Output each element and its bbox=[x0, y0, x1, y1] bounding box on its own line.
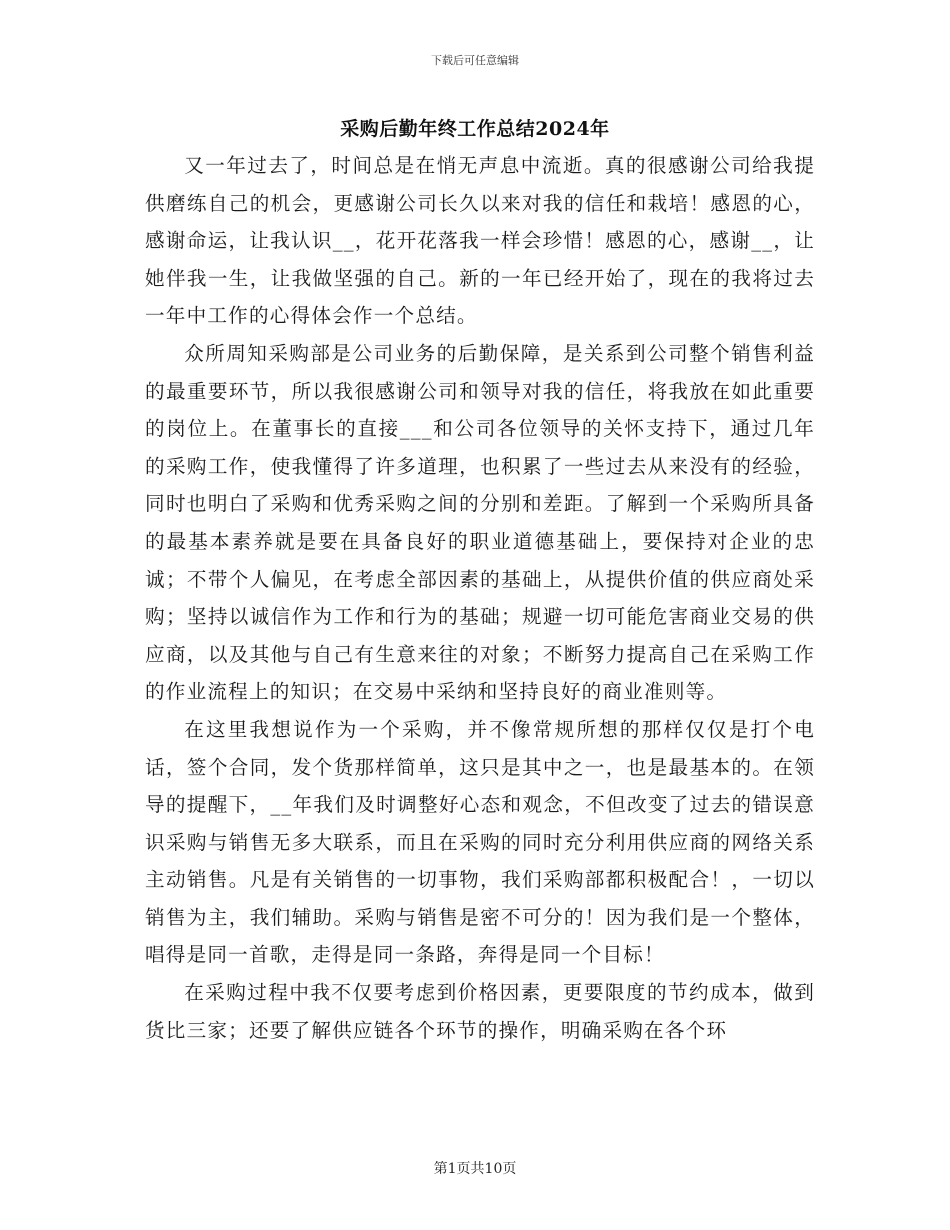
paragraph: 在这里我想说作为一个采购，并不像常规所想的那样仅仅是打个电话，签个合同，发个货那样简单，这只是其中之一，也是最基本的。在领导的提醒下，__年我们及时调整好心态和观念，不但改变了过去的错误意识采购与销售无多大联系，而且在采购的同时充分利用供应商的网络关系主动销售。凡是有关销售的一切事物，我们采购部都积极配合！，一切以销售为主，我们辅助。采购与销售是密不可分的！因为我们是一个整体，唱得是同一首歌，走得是同一条路，奔得是同一个目标！ bbox=[145, 717, 815, 967]
document-title: 采购后勤年终工作总结2024年 bbox=[340, 118, 610, 140]
paragraph: 在采购过程中我不仅要考虑到价格因素，更要限度的节约成本，做到货比三家；还要了解供应链各个环节的操作，明确采购在各个环 bbox=[145, 981, 815, 1042]
paragraph: 又一年过去了，时间总是在悄无声息中流逝。真的很感谢公司给我提供磨练自己的机会，更感谢公司长久以来对我的信任和栽培！感恩的心，感谢命运，让我认识__，花开花落我一样会珍惜！感恩的心，感谢__，让她伴我一生，让我做坚强的自己。新的一年已经开始了，现在的我将过去一年中工作的心得体会作一个总结。 bbox=[145, 154, 815, 328]
document-body bbox=[145, 147, 815, 1049]
page-footer-page-info: 第1页共10页 bbox=[433, 1161, 517, 1177]
paragraph: 众所周知采购部是公司业务的后勤保障，是关系到公司整个销售利益的最重要环节，所以我很感谢公司和领导对我的信任，将我放在如此重要的岗位上。在董事长的直接___和公司各位领导的关怀支持下，通过几年的采购工作，使我懂得了许多道理，也积累了一些过去从来没有的经验，同时也明白了采购和优秀采购之间的分别和差距。了解到一个采购所具备的最基本素养就是要在具备良好的职业道德基础上，要保持对企业的忠诚；不带个人偏见，在考虑全部因素的基础上，从提供价值的供应商处采购；坚持以诚信作为工作和行为的基础；规避一切可能危害商业交易的供应商，以及其他与自己有生意来往的对象；不断努力提高自己在采购工作的作业流程上的知识；在交易中采纳和坚持良好的商业准则等。 bbox=[145, 341, 815, 704]
page-header-note: 下载后可任意编辑 bbox=[431, 54, 519, 67]
